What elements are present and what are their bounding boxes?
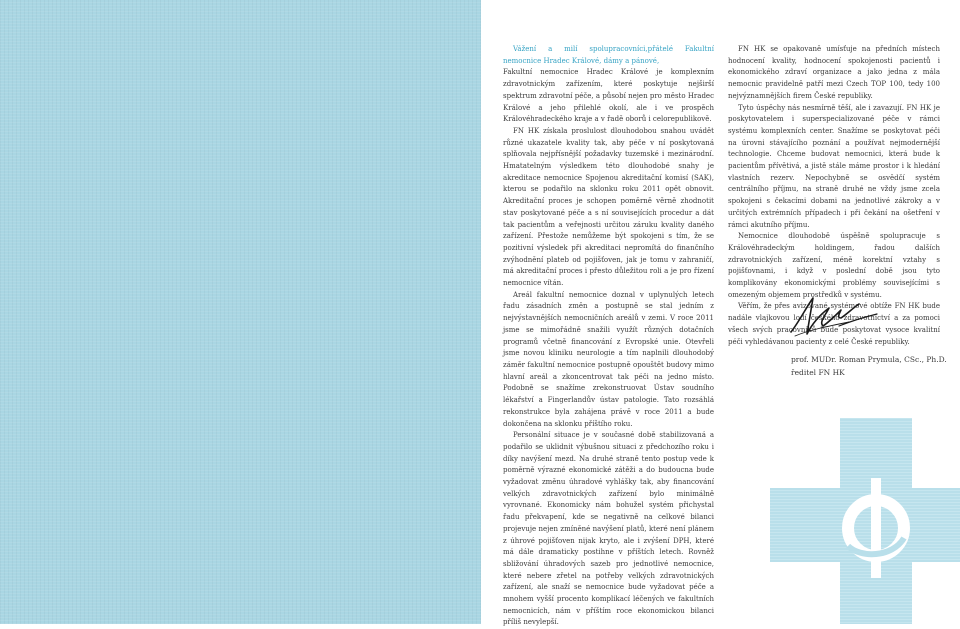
paragraph: Tyto úspěchy nás nesmírně těší, ale i zavazují. FN HK je poskytovatelem i superspecializované péče v rámci systému komplexních center. Snažíme se poskytovat péči na úrovni stávajícího poznání a používat nejmodernější technologie. Chceme budovat nemocnici, která bude k pacientům přívětivá, a jistě stále máme prostor i k hledání vlastních rezerv. Nepochybně se osvědčí systém centrálního příjmu, na straně druhé ne vždy jsme zcela spokojeni s čekacími dobami na jednotlivé zákroky a v určitých extrémních případech i při čekání na ošetření v rámci akutního příjmu. [728,103,940,229]
signature-icon [789,292,879,346]
hospital-cross-logo-icon [770,418,960,624]
textured-blue-panel [0,0,481,624]
paragraph: FN HK se opakovaně umísťuje na předních místech hodnocení kvality, hodnocení spokojenosti pacientů i ekonomického zdraví organizace a jako jedna z mála nemocnic pravidelně patří mezi Czech TOP 100, tedy 100 nejvýznamnějších firem České republiky. [728,45,940,100]
paragraph: Fakultní nemocnice Hradec Králové je komplexním zdravotnickým zařízením, které poskytuje nejširší spektrum zdravotní péče, a působí nejen pro město Hradec Králové a jeho přilehlé okolí, ale i ve prospěch Královéhradeckého kraje a v řadě oborů i celorepublikově. [503,68,714,124]
salutation-heading: Vážení a milí spolupracovníci,přátelé Fakultní nemocnice Hradec Králové, dámy a pánové, [503,45,714,65]
paragraph: FN HK získala proslulost dlouhodobou snahou uvádět různé ukazatele kvality tak, aby péče v ní poskytovaná splňovala nejpřísnější požadavky tuzemské i mezinárodní. Hmatatelným výsledkem této dlouhodobé snahy je akreditace nemocnice Spojenou akreditační komisí (SAK), kterou se podařilo na sklonku roku 2011 opět obnovit. Akreditační proces je schopen poměrně věrně zhodnotit stav poskytované péče a s ní souvisejících procedur a dát tak pacientům a veřejnosti určitou záruku kvality daného zařízení. Přestože nemůžeme být spokojeni s tím, že se pozitivní výsledek při akreditaci nepromítá do finančního zvýhodnění plateb od pojišťoven, jak je tomu v zahraničí, má akreditační proces i přesto důležitou roli a je pro řízení nemocnice vítán. [503,126,714,288]
left-text-column [503,44,714,629]
paragraph: Areál fakultní nemocnice doznal v uplynulých letech řadu zásadních změn a postupně se stal jedním z nejvýstavnějších nemocničních areálů v zemi. V roce 2011 jsme se mimořádně snažili využít různých dotačních programů včetně financování z Evropské unie. Otevřeli jsme novou kliniku neurologie a tím naplnili dlouhodobý záměr fakultní nemocnice postupně opouštět budovy mimo hlavní areál a zkoncentrovat tak péči na jedno místo. Podobně se snažíme zrekonstruovat Ústav soudního lékařství a Fingerlandův ústav patologie. Tato rozsáhlá rekonstrukce byla zahájena právě v roce 2011 a bude dokončena na sklonku příštího roku. [503,290,714,428]
paragraph: Nemocnice dlouhodobě úspěšně spolupracuje s Královéhradeckým holdingem, řadou dalších zdravotnických zařízení, méně korektní vztahy s pojišťovnami, i když v poslední době jsou tyto komplikovány ekonomickými problémy souvisejícími s omezeným objemem prostředků v systému. [728,232,940,299]
paragraph: Věřím, že přes avizované systémové obtíže FN HK bude nadále vlajkovou lodí českého zdravotnictví a za pomoci všech svých pracovníků bude poskytovat vysoce kvalitní péči vyhledávanou pacienty z celé České republiky. [728,302,940,346]
signatory-name: prof. MUDr. Roman Prymula, CSc., Ph.D. [791,355,947,364]
signatory-title: ředitel FN HK [791,368,845,377]
paragraph: Personální situace je v současné době stabilizovaná a podařilo se uklidnit výbušnou situaci z předchozího roku i díky navýšení mezd. Na druhé straně tento postup vede k poměrně výrazné ekonomické zátěži a do budoucna bude vyžadovat změnu úhradové vyhlášky tak, aby financování velkých zdravotnických zařízení bylo minimálně vyrovnané. Ekonomicky nám bohužel systém přichystal řadu překvapení, kde se negativně na celkové bilanci projevuje nejen zmíněné navýšení platů, které není plánem z úhrové pojišťoven nijak kryto, ale i zvýšení DPH, které má dále dramaticky postihne v příštích letech. Rovněž sbližování úhradových sazeb pro jednotlivé nemocnice, které nebere zřetel na potřeby velkých zdravotnických zařízení, ale snaží se nemocnice bude vyžadovat péče a mnohem vyšší procento komplikací léčených ve fakultních nemocnicích, nám v příštím roce ekonomickou bilanci příliš nevylepší. [503,431,714,627]
